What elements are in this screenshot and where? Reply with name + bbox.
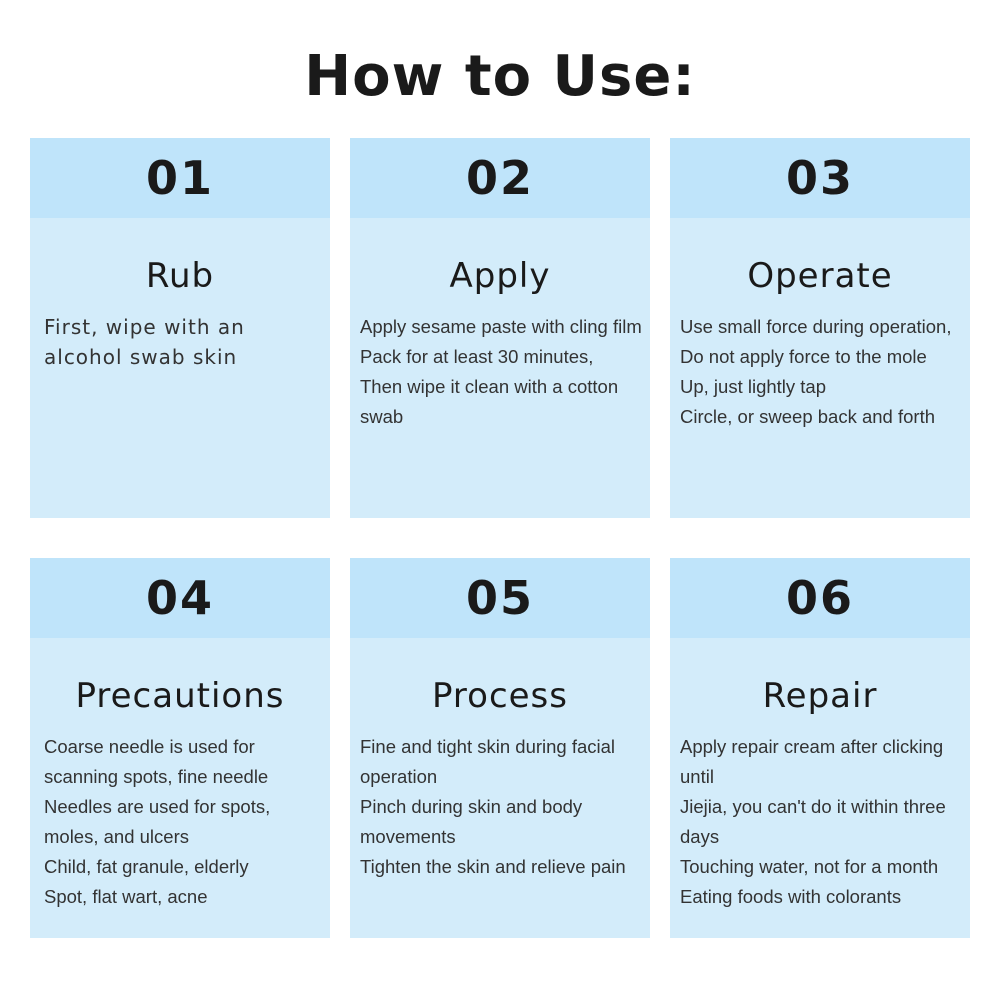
step-number-band [30, 138, 330, 218]
step-line: Apply repair cream after clicking [680, 736, 944, 757]
step-line: Fine and tight skin during facial [360, 736, 616, 757]
step-heading: Repair [762, 676, 878, 716]
step-line: Apply sesame paste with cling film [360, 316, 642, 337]
step-card-precautions [30, 558, 330, 938]
step-heading: Process [432, 676, 568, 716]
step-number: 01 [145, 151, 214, 205]
step-line: Up, just lightly tap [680, 376, 827, 397]
step-number: 03 [785, 151, 854, 205]
step-card-rub [30, 138, 330, 518]
step-description [30, 732, 330, 912]
step-line: moles, and ulcers [44, 826, 189, 847]
step-heading: Rub [145, 256, 215, 296]
page-title: How to Use: [304, 44, 696, 109]
step-line: Then wipe it clean with a cotton [360, 376, 619, 397]
step-number: 05 [465, 571, 534, 625]
step-line: Needles are used for spots, [44, 796, 271, 817]
step-line: movements [360, 826, 456, 847]
step-line: Circle, or sweep back and forth [680, 406, 936, 427]
step-line: alcohol swab skin [44, 345, 238, 369]
step-heading: Apply [449, 256, 551, 296]
step-line: Spot, flat wart, acne [44, 886, 208, 907]
step-line: Touching water, not for a month [680, 856, 939, 877]
step-heading: Operate [747, 256, 893, 296]
step-description [670, 312, 970, 432]
step-description [30, 312, 330, 372]
step-number-band [350, 138, 650, 218]
step-number: 06 [785, 571, 854, 625]
step-heading: Precautions [75, 676, 285, 716]
step-line: Pinch during skin and body [360, 796, 583, 817]
step-line: First, wipe with an [44, 315, 245, 339]
step-description [670, 732, 970, 912]
step-line: Tighten the skin and relieve pain [360, 856, 626, 877]
step-number: 02 [465, 151, 534, 205]
step-number-band [670, 558, 970, 638]
step-card-operate [670, 138, 970, 518]
step-line: Jiejia, you can't do it within three [680, 796, 946, 817]
step-line: Do not apply force to the mole [680, 346, 927, 367]
step-line: until [680, 766, 714, 787]
step-number: 04 [145, 571, 214, 625]
step-line: Coarse needle is used for [44, 736, 255, 757]
step-line: swab [360, 406, 404, 427]
step-line: Pack for at least 30 minutes, [360, 346, 594, 367]
step-line: Child, fat granule, elderly [44, 856, 249, 877]
step-number-band [670, 138, 970, 218]
step-number-band [350, 558, 650, 638]
step-card-repair [670, 558, 970, 938]
step-card-process [350, 558, 650, 938]
step-description [350, 312, 650, 432]
step-line: scanning spots, fine needle [44, 766, 269, 787]
step-description [350, 732, 650, 882]
step-line: Use small force during operation, [680, 316, 952, 337]
step-line: operation [360, 766, 438, 787]
step-line: days [680, 826, 720, 847]
step-number-band [30, 558, 330, 638]
step-line: Eating foods with colorants [680, 886, 902, 907]
step-card-apply [350, 138, 650, 518]
